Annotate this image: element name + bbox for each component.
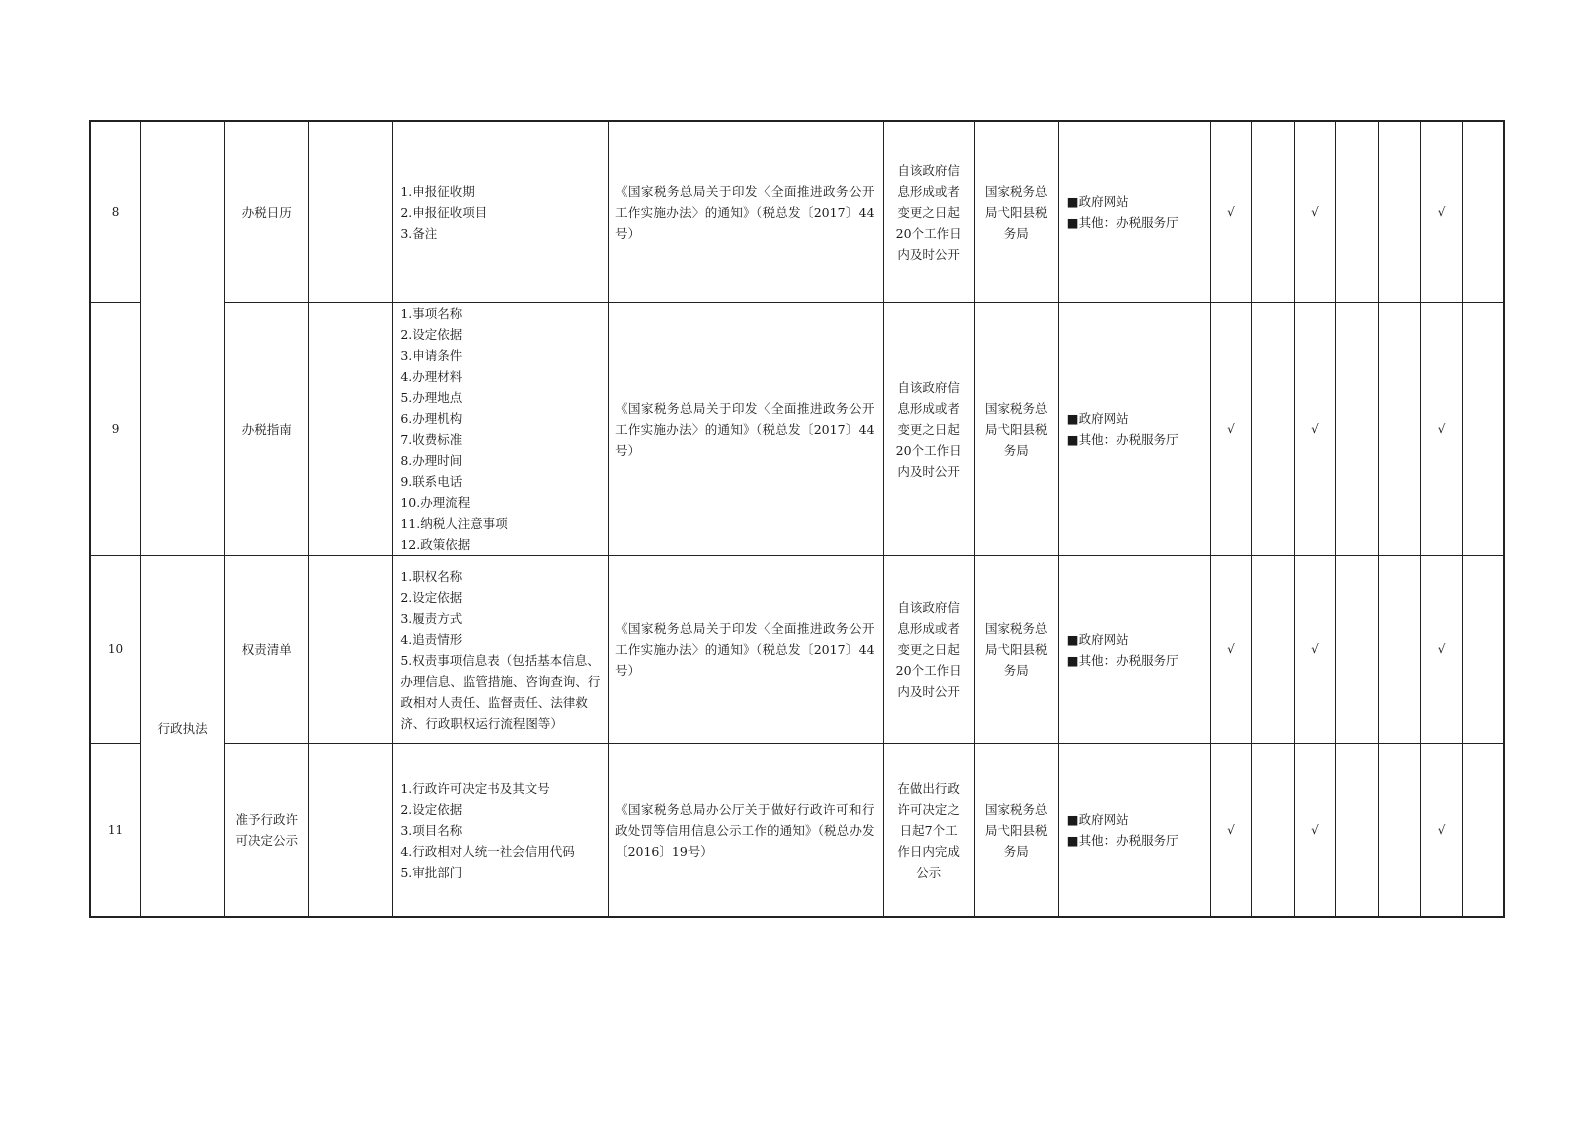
channel-item: ■政府网站 xyxy=(1066,194,1129,209)
channel-item: ■其他：办税服务厅 xyxy=(1066,652,1179,668)
deadline-line: 内及时公开 xyxy=(897,463,960,479)
table-row xyxy=(90,303,1504,556)
basis-cell xyxy=(609,303,883,556)
subcategory-cell: 办税指南 xyxy=(225,303,309,556)
content-items xyxy=(393,744,609,918)
check-mark: √ xyxy=(1210,556,1252,744)
deadline-line: 息形成或者 xyxy=(897,183,960,199)
table-row xyxy=(90,744,1504,918)
content-item: 5.审批部门 xyxy=(400,864,463,880)
channel-cell xyxy=(1058,744,1210,918)
deadline-line: 内及时公开 xyxy=(897,246,960,262)
row-number: 10 xyxy=(90,556,141,744)
content-item: 4.行政相对人统一社会信用代码 xyxy=(400,843,575,859)
check-mark xyxy=(1378,303,1421,556)
content-item: 2.设定依据 xyxy=(400,801,463,817)
row-number: 11 xyxy=(90,744,141,918)
empty-cell xyxy=(309,556,393,744)
check-mark: √ xyxy=(1421,121,1463,303)
check-mark xyxy=(1462,303,1504,556)
deadline-line: 日起7个工 xyxy=(899,822,958,838)
content-item: 6.办理机构 xyxy=(400,411,463,426)
deadline-cell xyxy=(883,121,974,303)
content-item: 1.事项名称 xyxy=(400,306,463,321)
check-mark xyxy=(1336,303,1379,556)
check-mark: √ xyxy=(1210,303,1252,556)
content-items xyxy=(393,121,609,303)
department-line: 务局 xyxy=(1003,225,1029,241)
content-item: 1.申报征收期 xyxy=(400,183,475,199)
deadline-line: 在做出行政 xyxy=(897,780,960,796)
check-mark: √ xyxy=(1294,744,1336,918)
deadline-line: 变更之日起 xyxy=(897,642,960,657)
subcategory-cell xyxy=(225,744,309,918)
content-item: 3.履责方式 xyxy=(400,610,463,626)
channel-item: ■其他：办税服务厅 xyxy=(1066,833,1179,848)
content-item: 8.办理时间 xyxy=(400,453,463,468)
channel-item: ■政府网站 xyxy=(1066,812,1129,827)
disclosure-table xyxy=(89,120,1505,918)
content-items xyxy=(393,556,609,744)
content-item: 1.行政许可决定书及其文号 xyxy=(400,780,550,796)
deadline-line: 自该政府信 xyxy=(897,600,960,615)
deadline-line: 息形成或者 xyxy=(897,400,960,416)
channel-item: ■政府网站 xyxy=(1066,411,1129,426)
department-line: 务局 xyxy=(1003,442,1029,458)
content-item: 5.办理地点 xyxy=(400,390,463,405)
check-mark: √ xyxy=(1294,556,1336,744)
table-row xyxy=(90,121,1504,303)
check-mark xyxy=(1378,744,1421,918)
content-item: 3.项目名称 xyxy=(400,822,463,838)
subcategory-cell: 权责清单 xyxy=(225,556,309,744)
check-mark: √ xyxy=(1210,121,1252,303)
content-item: 11.纳税人注意事项 xyxy=(400,516,508,531)
content-item: 3.申请条件 xyxy=(400,348,463,363)
channel-item: ■其他：办税服务厅 xyxy=(1066,432,1179,447)
subcategory-text: 准予行政许可决定公示 xyxy=(235,812,298,848)
category-cell xyxy=(141,556,225,918)
check-mark: √ xyxy=(1294,303,1336,556)
empty-cell xyxy=(309,744,393,918)
table-row xyxy=(90,556,1504,744)
channel-item: ■其他：办税服务厅 xyxy=(1066,215,1179,230)
empty-cell xyxy=(309,303,393,556)
check-mark xyxy=(1462,744,1504,918)
deadline-line: 息形成或者 xyxy=(897,621,960,636)
deadline-cell xyxy=(883,556,974,744)
deadline-cell xyxy=(883,744,974,918)
channel-item: ■政府网站 xyxy=(1066,631,1129,647)
department-cell xyxy=(974,556,1058,744)
deadline-line: 20个工作日 xyxy=(895,225,962,241)
department-cell xyxy=(974,121,1058,303)
subcategory-cell: 办税日历 xyxy=(225,121,309,303)
department-line: 局弋阳县税 xyxy=(984,421,1048,437)
deadline-cell xyxy=(883,303,974,556)
check-mark xyxy=(1378,556,1421,744)
empty-cell xyxy=(309,121,393,303)
department-line: 务局 xyxy=(1003,663,1029,678)
deadline-line: 20个工作日 xyxy=(895,663,962,678)
check-mark xyxy=(1252,121,1295,303)
content-item: 2.申报征收项目 xyxy=(400,204,488,220)
department-line: 国家税务总 xyxy=(984,400,1048,416)
basis-text: 《国家税务总局关于印发〈全面推进政务公开工作实施办法〉的通知》（税总发〔2017〕44号） xyxy=(615,183,875,241)
check-mark: √ xyxy=(1421,303,1463,556)
content-item: 3.备注 xyxy=(400,225,438,241)
department-line: 务局 xyxy=(1003,843,1029,859)
deadline-line: 公示 xyxy=(916,864,942,880)
content-item: 2.设定依据 xyxy=(400,589,463,605)
deadline-line: 变更之日起 xyxy=(897,421,960,437)
content-items xyxy=(393,303,609,556)
check-mark xyxy=(1336,556,1379,744)
department-line: 国家税务总 xyxy=(984,801,1048,817)
basis-text: 《国家税务总局关于印发〈全面推进政务公开工作实施办法〉的通知》（税总发〔2017〕44号） xyxy=(615,621,875,678)
basis-cell xyxy=(609,744,883,918)
row-number: 9 xyxy=(90,303,141,556)
check-mark xyxy=(1336,744,1379,918)
content-item: 4.办理材料 xyxy=(400,369,463,384)
check-mark: √ xyxy=(1421,556,1463,744)
content-item: 2.设定依据 xyxy=(400,327,463,342)
deadline-line: 作日内完成 xyxy=(897,843,960,859)
department-line: 局弋阳县税 xyxy=(984,822,1048,838)
content-item: 9.联系电话 xyxy=(400,474,463,489)
deadline-line: 许可决定之 xyxy=(897,801,960,817)
basis-cell xyxy=(609,121,883,303)
content-item: 4.追责情形 xyxy=(400,631,463,647)
deadline-line: 自该政府信 xyxy=(897,379,960,395)
department-line: 局弋阳县税 xyxy=(984,204,1048,220)
basis-text: 《国家税务总局关于印发〈全面推进政务公开工作实施办法〉的通知》（税总发〔2017〕44号） xyxy=(615,400,875,458)
content-item: 5.权责事项信息表（包括基本信息、办理信息、监管措施、咨询查询、行政相对人责任、监督责任、法律救济、行政职权运行流程图等） xyxy=(400,652,601,731)
department-line: 局弋阳县税 xyxy=(984,642,1048,657)
deadline-line: 自该政府信 xyxy=(897,162,960,178)
check-mark: √ xyxy=(1421,744,1463,918)
basis-cell xyxy=(609,556,883,744)
basis-text: 《国家税务总局办公厅关于做好行政许可和行政处罚等信用信息公示工作的通知》（税总办发〔2016〕19号） xyxy=(615,801,875,859)
content-item: 7.收费标准 xyxy=(400,432,463,447)
check-mark xyxy=(1252,303,1295,556)
channel-cell xyxy=(1058,556,1210,744)
check-mark xyxy=(1378,121,1421,303)
department-cell xyxy=(974,303,1058,556)
check-mark xyxy=(1462,121,1504,303)
deadline-line: 20个工作日 xyxy=(895,442,962,458)
channel-cell xyxy=(1058,303,1210,556)
department-cell xyxy=(974,744,1058,918)
content-item: 12.政策依据 xyxy=(400,537,471,552)
check-mark xyxy=(1252,556,1295,744)
category-label: 行政执法 xyxy=(157,720,208,736)
department-line: 国家税务总 xyxy=(984,183,1048,199)
row-number: 8 xyxy=(90,121,141,303)
check-mark xyxy=(1252,744,1295,918)
check-mark xyxy=(1462,556,1504,744)
check-mark: √ xyxy=(1294,121,1336,303)
channel-cell xyxy=(1058,121,1210,303)
category-cell-empty xyxy=(141,121,225,556)
content-item: 1.职权名称 xyxy=(400,568,463,584)
content-item: 10.办理流程 xyxy=(400,495,471,510)
deadline-line: 变更之日起 xyxy=(897,204,960,220)
department-line: 国家税务总 xyxy=(984,621,1048,636)
check-mark: √ xyxy=(1210,744,1252,918)
check-mark xyxy=(1336,121,1379,303)
deadline-line: 内及时公开 xyxy=(897,684,960,699)
